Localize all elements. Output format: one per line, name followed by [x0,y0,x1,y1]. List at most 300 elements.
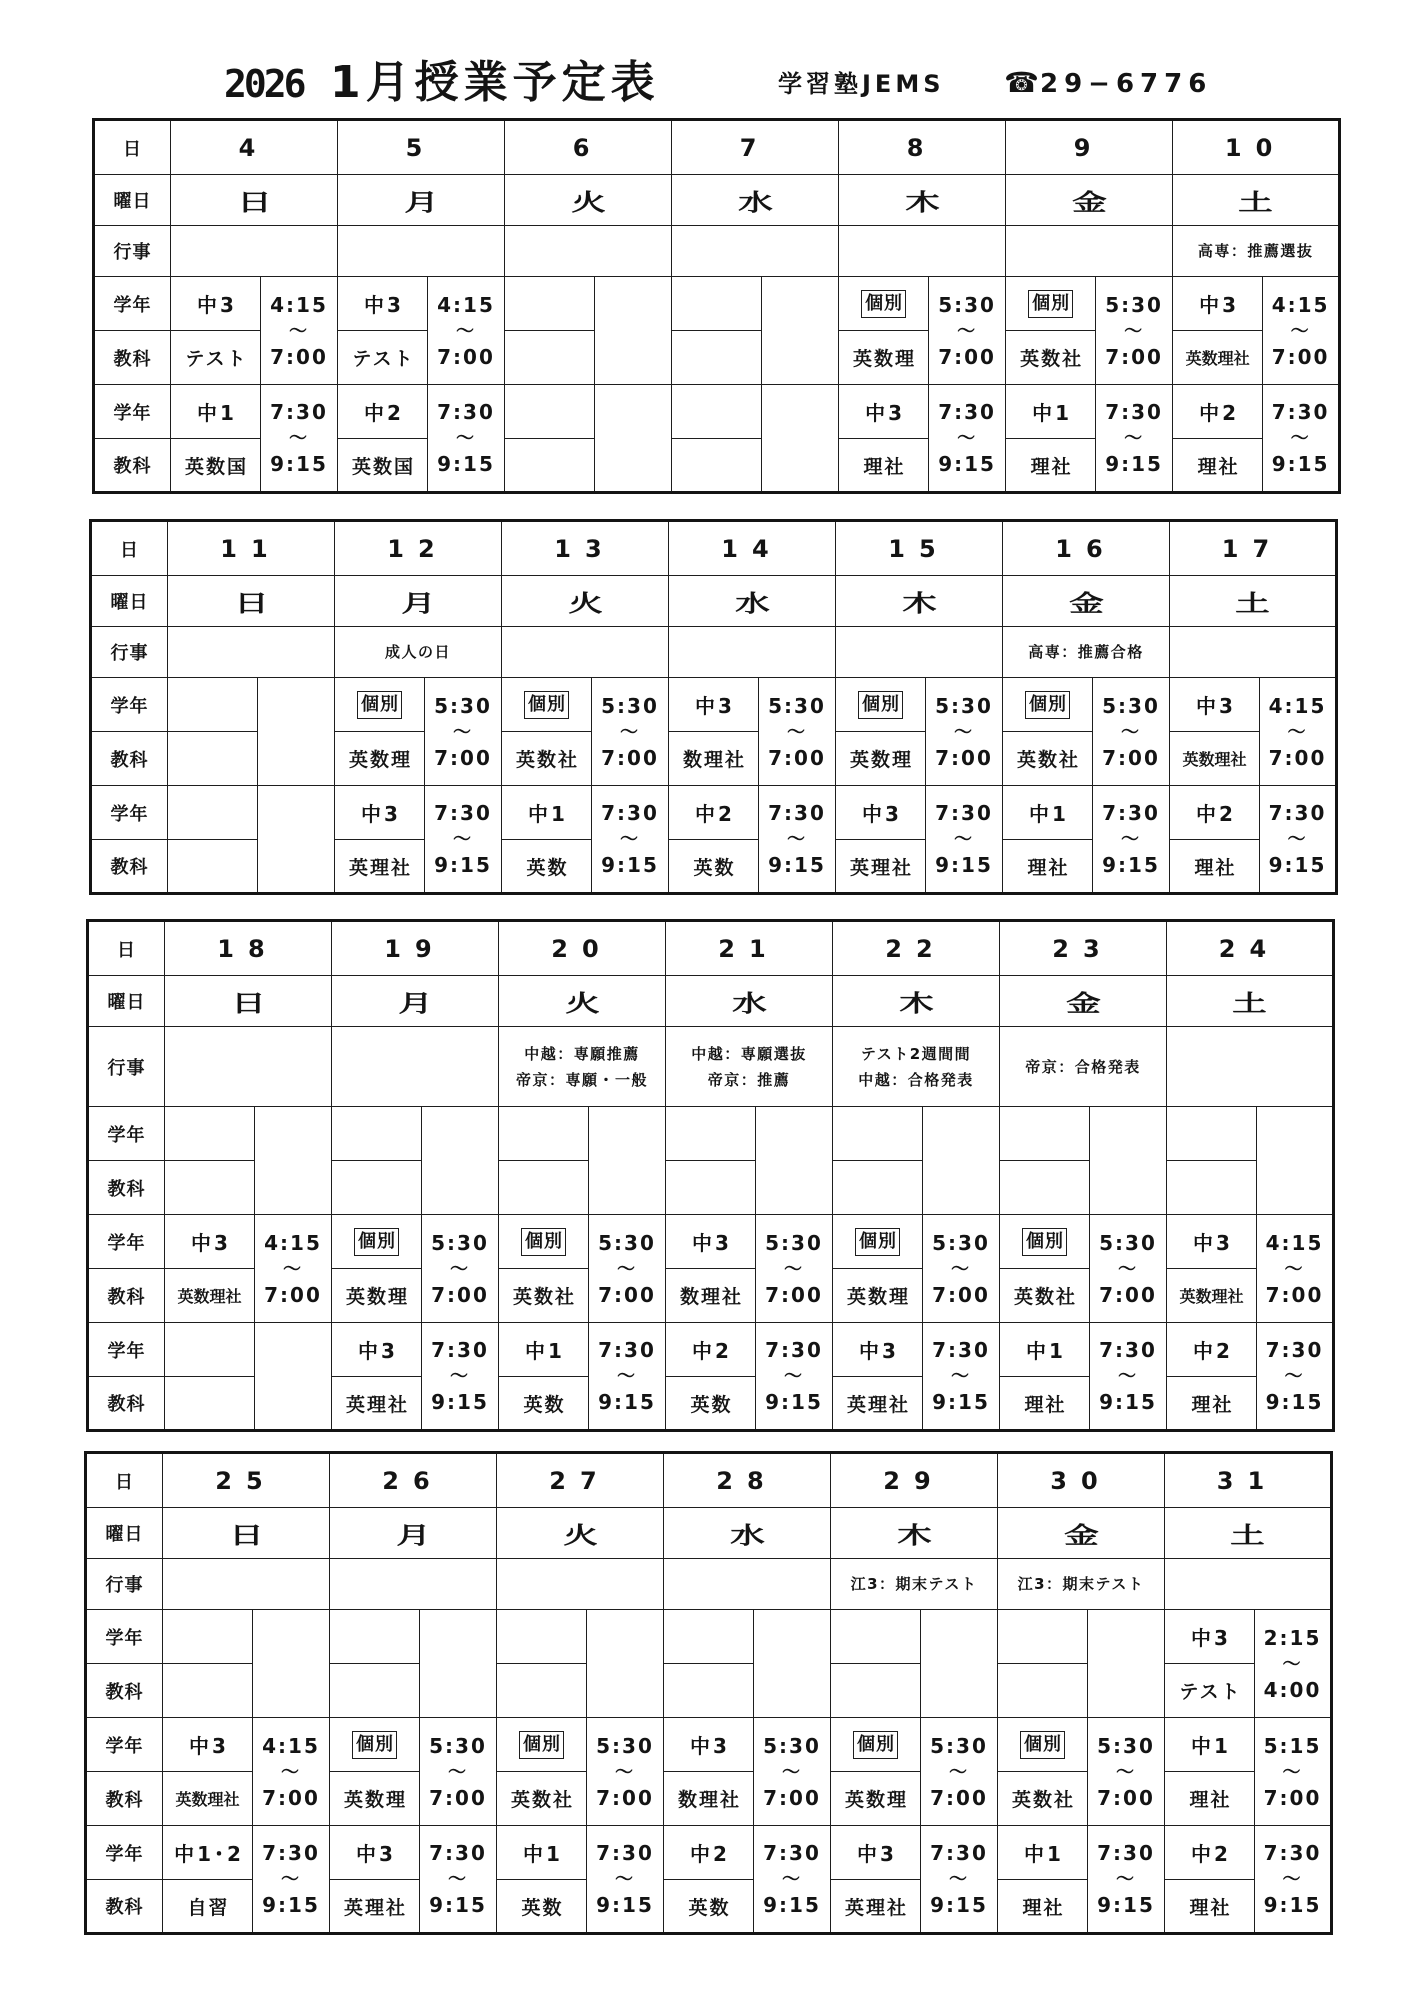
event-cell [505,226,672,277]
event-cell [669,627,836,678]
time-start: 7:30 [1102,801,1160,825]
grade-cell [499,1215,589,1269]
time-separator: 〜 [1282,1653,1303,1675]
subject-cell [836,840,926,894]
time-end: 7:00 [1099,1282,1157,1307]
time-cell [1096,385,1173,493]
time-separator: 〜 [281,1869,301,1890]
grade-label: 中3 [1191,1626,1231,1650]
date-cell: 11 [168,521,335,576]
grade-label: 中2 [1199,401,1240,425]
individual-badge: 個別 [521,1228,566,1256]
grade-cell [672,385,762,439]
subject-cell [998,1880,1088,1934]
subject-cell [669,732,759,786]
event-cell [338,226,505,277]
date-cell: 14 [669,521,836,576]
time-cell [754,1610,831,1718]
row-label-subject: 教科 [88,1269,165,1323]
time-start: 5:30 [765,1230,823,1255]
subject-label: 英数理 [849,749,913,771]
subject-label: 英数 [523,1393,566,1416]
time-start: 4:15 [437,292,495,317]
time-cell [428,277,505,385]
weekday-row [86,1508,1332,1559]
time-separator: 〜 [281,1761,301,1783]
time-end: 7:00 [601,745,659,770]
event-cell [1003,627,1170,678]
grade-label: 中3 [690,1734,730,1758]
grade-cell [171,277,261,331]
time-range [1096,279,1172,383]
weekday-label: 金 [1071,189,1107,216]
time-start: 5:30 [431,1230,489,1255]
grade-cell [1167,1107,1257,1161]
time-start: 5:30 [601,693,659,718]
subject-label: 理社 [863,455,906,478]
subject-cell [332,1377,422,1431]
time-cell [1093,678,1170,786]
grade-cell [998,1826,1088,1880]
time-end: 7:00 [431,1282,489,1307]
time-range [589,1217,665,1321]
time-range [1260,787,1335,891]
subject-label: 理社 [1197,455,1240,478]
row-label-weekday: 曜日 [94,175,171,226]
grade-cell [1003,678,1093,732]
time-range [929,279,1005,383]
weekday-cell [332,976,499,1027]
time-start: 7:30 [1097,1841,1155,1865]
weekday-label: 金 [1065,990,1101,1017]
weekday-cell [1006,175,1173,226]
time-cell [1257,1215,1334,1323]
time-start: 7:30 [601,801,659,825]
time-end: 9:15 [598,1390,656,1414]
date-cell: 9 [1006,120,1173,175]
date-cell: 21 [666,921,833,976]
row-label-subject: 教科 [86,1772,163,1826]
subject-label: 英数理 [853,348,917,370]
weekday-label: 月 [397,990,433,1017]
weekday-cell [664,1508,831,1559]
row-label-grade: 学年 [86,1718,163,1772]
time-separator: 〜 [951,1366,971,1387]
grade-label: 中3 [859,1339,899,1363]
grade-row [94,385,1340,439]
time-range [754,1827,830,1931]
time-cell [422,1107,499,1215]
weekday-label: 月 [400,590,436,617]
grade-label: 中3 [197,293,237,317]
subject-label: 英数 [526,856,569,879]
grade-cell [666,1215,756,1269]
subject-label: 英数理社 [1179,1287,1244,1306]
time-range [425,787,501,891]
time-separator: 〜 [615,1869,635,1890]
time-end: 9:15 [768,853,826,877]
subject-label: 英数社 [1011,1789,1075,1811]
time-cell [1088,1610,1165,1718]
time-range [1263,386,1338,490]
time-range [428,386,504,490]
weekday-cell [338,175,505,226]
date-cell: 12 [335,521,502,576]
weekday-cell [1173,175,1340,226]
time-separator: 〜 [1282,1761,1303,1783]
grade-cell [330,1826,420,1880]
event-line: 帝京：推薦 [707,1070,791,1089]
grade-cell [998,1610,1088,1664]
weekday-label: 木 [901,590,937,617]
time-end: 7:00 [1105,344,1163,369]
time-cell [759,678,836,786]
subject-label: 英数社 [1013,1286,1077,1308]
time-range [425,680,501,784]
weekday-cell [1170,576,1337,627]
subject-label: 英数 [693,856,736,879]
subject-label: 英数 [688,1896,731,1919]
event-cell [664,1559,831,1610]
grade-cell [664,1718,754,1772]
subject-label: 英数社 [510,1789,574,1811]
subject-cell [1170,732,1260,786]
time-range [921,1720,997,1824]
time-separator: 〜 [617,1366,637,1387]
time-end: 7:00 [763,1785,821,1810]
grade-cell [831,1826,921,1880]
time-end: 9:15 [930,1893,988,1917]
row-label-subject: 教科 [88,1377,165,1431]
grade-row [86,1718,1332,1772]
event-cell [1006,226,1173,277]
grade-label: 中3 [1199,293,1240,317]
grade-cell [1165,1826,1255,1880]
time-end: 9:15 [1097,1893,1155,1917]
time-start: 4:15 [264,1230,322,1255]
time-start: 5:30 [1102,693,1160,718]
grade-cell [502,678,592,732]
subject-label: 数理社 [679,1286,743,1308]
time-start: 7:30 [429,1841,487,1865]
subject-cell [1167,1161,1257,1215]
weekday-label: 水 [734,590,770,617]
grade-cell [1003,786,1093,840]
time-cell [1260,786,1337,894]
time-range [1096,386,1172,490]
time-start: 7:30 [763,1841,821,1865]
weekday-cell [1003,576,1170,627]
grade-cell [499,1107,589,1161]
grade-cell [833,1323,923,1377]
time-separator: 〜 [1124,320,1145,342]
individual-badge: 個別 [855,1228,900,1256]
grade-label: 中3 [361,802,401,826]
grade-cell [1167,1215,1257,1269]
subject-cell [330,1880,420,1934]
time-separator: 〜 [784,1366,804,1387]
row-label-subject: 教科 [86,1880,163,1934]
event-cell [502,627,669,678]
time-separator: 〜 [787,829,807,850]
time-end: 7:00 [264,1282,322,1307]
weekday-cell [1165,1508,1332,1559]
row-label-subject: 教科 [91,840,168,894]
grade-cell [163,1826,253,1880]
week-table [92,118,1341,494]
subject-cell [1003,840,1093,894]
weekday-label: 火 [562,1522,598,1549]
time-start: 7:30 [1265,1338,1324,1362]
subject-label: テスト [185,348,248,370]
time-end: 7:00 [429,1785,487,1810]
row-label-weekday: 曜日 [91,576,168,627]
individual-badge: 個別 [352,1731,397,1759]
weekday-label: 水 [731,990,767,1017]
time-cell [1093,786,1170,894]
grade-label: 中1 [523,1842,563,1866]
row-label-subject: 教科 [86,1664,163,1718]
time-start: 5:30 [768,693,826,718]
time-range [1260,680,1335,784]
subject-cell [666,1161,756,1215]
subject-label: 自習 [187,1896,230,1919]
time-cell [929,277,1006,385]
time-start: 7:30 [437,400,495,424]
grade-cell [163,1610,253,1664]
event-cell [666,1027,833,1107]
week-table [84,1451,1333,1935]
time-cell [1263,277,1340,385]
time-end: 9:15 [1268,853,1327,877]
grade-cell [1165,1718,1255,1772]
subject-label: 英数理 [345,1286,409,1308]
time-separator: 〜 [1124,428,1145,449]
time-separator: 〜 [615,1761,635,1783]
time-separator: 〜 [289,320,309,342]
row-label-date: 日 [88,921,165,976]
subject-cell [836,732,926,786]
time-start: 7:30 [270,400,328,424]
weekday-label: 火 [567,590,603,617]
row-label-grade: 学年 [91,786,168,840]
event-cell [1173,226,1340,277]
subject-cell [499,1269,589,1323]
row-label-event: 行事 [91,627,168,678]
subject-cell [165,1269,255,1323]
time-cell [756,1107,833,1215]
grade-cell [1000,1323,1090,1377]
time-start: 7:30 [938,400,996,424]
time-range [759,787,835,891]
subject-cell [335,840,425,894]
time-separator: 〜 [620,721,640,743]
event-cell [163,1559,330,1610]
time-start: 5:30 [1105,292,1163,317]
time-end: 7:00 [1263,1785,1322,1810]
individual-badge: 個別 [1022,1228,1067,1256]
subject-cell [335,732,425,786]
grade-cell [330,1610,420,1664]
date-cell: 26 [330,1453,497,1508]
event-line: 江3：期末テスト [850,1575,978,1593]
subject-cell [497,1664,587,1718]
grade-label: 中2 [1191,1842,1231,1866]
subject-cell [505,439,595,493]
grade-cell [1173,385,1263,439]
time-end: 7:00 [1102,745,1160,770]
time-separator: 〜 [289,428,309,449]
time-separator: 〜 [620,829,640,850]
time-start: 4:15 [1271,292,1330,317]
grade-label: 中1･2 [174,1842,244,1866]
time-cell [592,786,669,894]
weekday-cell [831,1508,998,1559]
grade-cell [672,277,762,331]
time-separator: 〜 [1116,1869,1136,1890]
grade-row [91,678,1337,732]
subject-cell [672,331,762,385]
time-end: 7:00 [935,745,993,770]
time-separator: 〜 [453,829,473,850]
weekday-row [88,976,1334,1027]
grade-label: 中3 [865,401,906,425]
time-end: 7:00 [434,745,492,770]
subject-cell [171,439,261,493]
time-range [929,386,1005,490]
date-row [86,1453,1332,1508]
weekday-cell [1000,976,1167,1027]
date-cell: 30 [998,1453,1165,1508]
grade-cell [998,1718,1088,1772]
grade-cell [1167,1323,1257,1377]
row-label-grade: 学年 [88,1215,165,1269]
date-cell: 13 [502,521,669,576]
row-label-date: 日 [94,120,171,175]
event-cell [1170,627,1337,678]
event-cell [497,1559,664,1610]
date-cell: 4 [171,120,338,175]
time-end: 9:15 [437,452,495,476]
date-row [91,521,1337,576]
weekday-label: 日 [230,990,266,1017]
row-label-event: 行事 [86,1559,163,1610]
time-cell [1257,1323,1334,1431]
weekday-label: 土 [1238,189,1273,216]
subject-cell [833,1161,923,1215]
time-range [921,1827,997,1931]
time-range [1088,1720,1164,1824]
subject-cell [163,1772,253,1826]
time-cell [255,1107,332,1215]
grade-cell [502,786,592,840]
weekday-cell [335,576,502,627]
weekday-cell [669,576,836,627]
time-end: 7:00 [768,745,826,770]
subject-label: テスト [1179,1681,1242,1703]
time-range [587,1827,663,1931]
school-name: 学習塾JEMS [778,70,945,98]
date-cell: 29 [831,1453,998,1508]
grade-cell [831,1718,921,1772]
grade-cell [168,786,258,840]
week-body [94,120,1340,493]
row-label-subject: 教科 [94,331,171,385]
grade-label: 中3 [191,1231,231,1255]
weekday-label: 金 [1068,590,1104,617]
subject-label: 数理社 [677,1789,741,1811]
grade-row [88,1107,1334,1161]
time-separator: 〜 [784,1258,804,1280]
grade-cell [664,1826,754,1880]
weekday-label: 水 [737,189,773,216]
time-cell [1257,1107,1334,1215]
grade-cell [168,678,258,732]
grade-cell [839,385,929,439]
time-cell [1255,1718,1332,1826]
grade-cell [338,385,428,439]
individual-badge: 個別 [1028,290,1073,318]
time-cell [258,786,335,894]
time-cell [595,277,672,385]
time-start: 5:30 [932,1230,990,1255]
time-start: 7:30 [765,1338,823,1362]
time-range [420,1827,496,1931]
individual-badge: 個別 [1020,1731,1065,1759]
time-end: 7:00 [932,1282,990,1307]
time-separator: 〜 [456,428,477,449]
grade-label: 中2 [1196,802,1236,826]
subject-cell [672,439,762,493]
grade-label: 中2 [690,1842,730,1866]
time-end: 7:00 [1265,1282,1324,1307]
grade-cell [669,786,759,840]
subject-label: 英理社 [348,856,412,879]
subject-cell [839,331,929,385]
time-start: 7:30 [932,1338,990,1362]
time-cell [587,1718,664,1826]
time-separator: 〜 [954,829,974,850]
time-separator: 〜 [283,1258,303,1280]
subject-label: 数理社 [682,749,746,771]
time-end: 9:15 [434,853,492,877]
subject-cell [332,1161,422,1215]
time-cell [261,385,338,493]
grade-cell [171,385,261,439]
event-row [94,226,1340,277]
weekday-label: 月 [403,189,439,216]
subject-label: 英理社 [844,1896,908,1919]
event-line: 中越：専願選抜 [691,1044,807,1063]
event-cell [1165,1559,1332,1610]
time-end: 7:00 [598,1282,656,1307]
subject-cell [666,1377,756,1431]
time-range [261,386,337,490]
date-cell: 24 [1167,921,1334,976]
grade-label: 中3 [1196,694,1236,718]
time-separator: 〜 [1121,829,1141,850]
row-label-weekday: 曜日 [88,976,165,1027]
subject-label: テスト [352,348,415,370]
time-start: 7:30 [768,801,826,825]
subject-cell [1000,1377,1090,1431]
event-cell [839,226,1006,277]
time-separator: 〜 [949,1869,969,1890]
weekday-cell [330,1508,497,1559]
time-cell [923,1107,1000,1215]
time-end: 9:15 [932,1390,990,1414]
event-line: 高専：推薦選抜 [1197,242,1314,260]
